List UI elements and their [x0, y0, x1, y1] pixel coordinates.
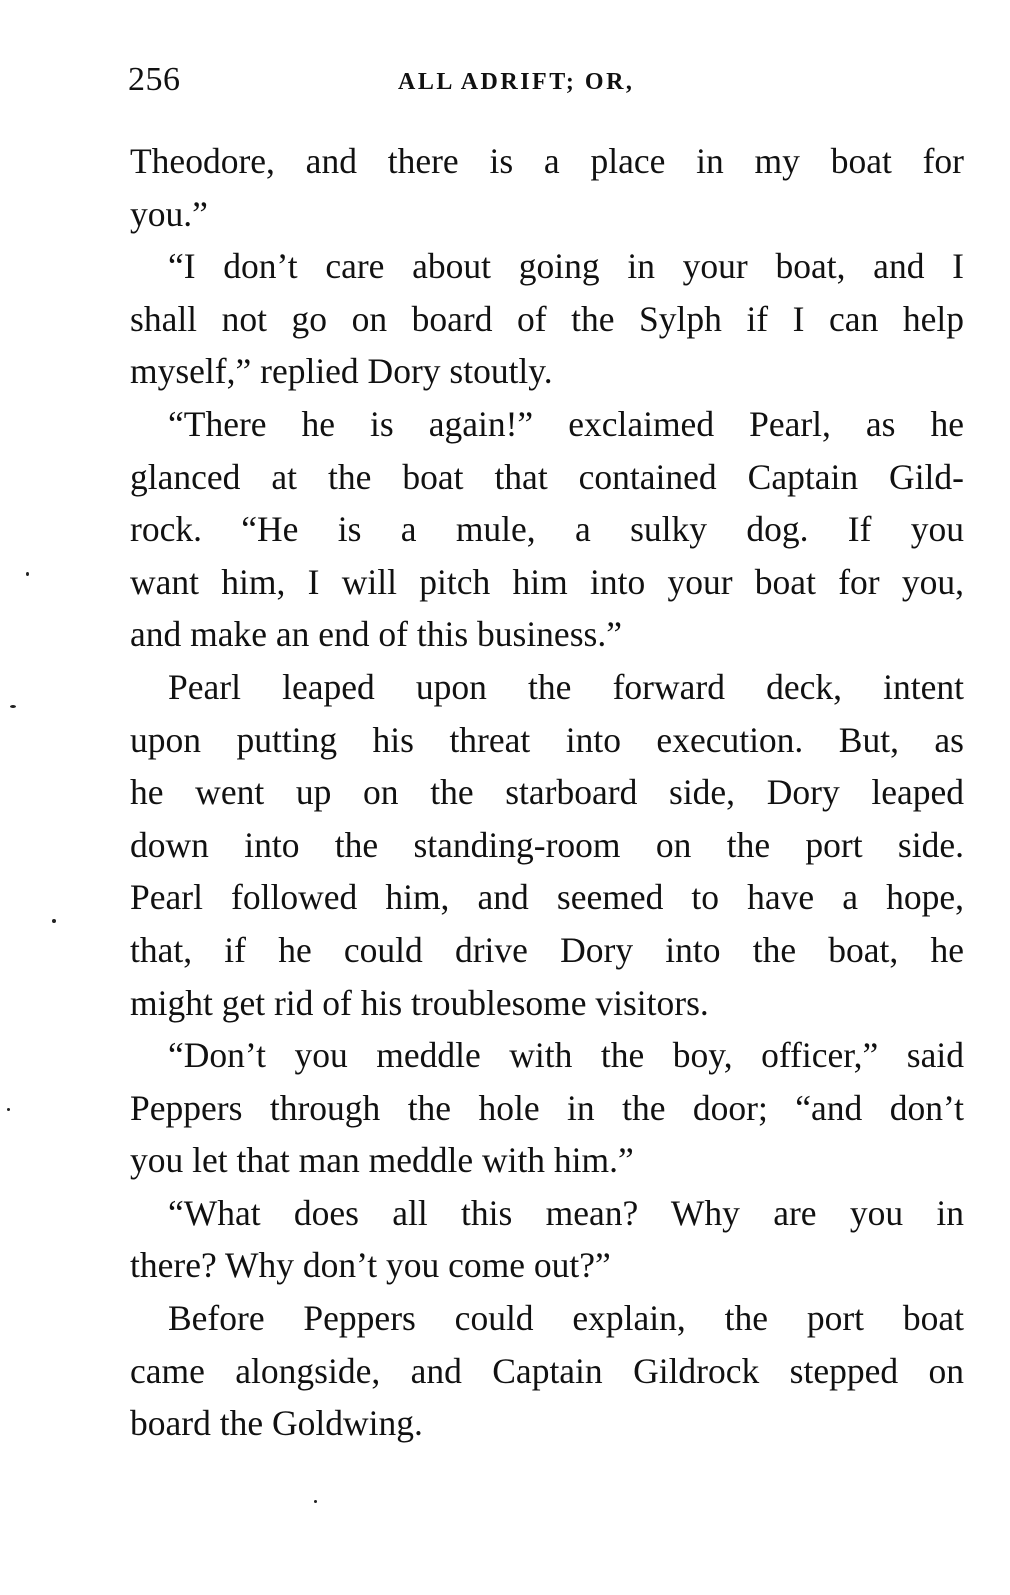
print-speck: [10, 705, 16, 708]
text-line: there? Why don’t you come out?”: [130, 1245, 611, 1286]
print-speck: [52, 919, 56, 923]
text-line: he went up on the starboard side, Dory leaped: [130, 772, 964, 813]
page-header: [128, 55, 964, 105]
running-head: ALL ADRIFT; OR,: [398, 69, 635, 95]
text-line: “I don’t care about going in your boat, and I: [168, 246, 964, 287]
text-line: that, if he could drive Dory into the boat, he: [130, 929, 964, 970]
text-line: and make an end of this business.”: [130, 614, 622, 655]
text-line: upon putting his threat into execution. But, as: [130, 719, 964, 760]
text-line: Theodore, and there is a place in my boat for: [130, 141, 964, 181]
text-line: you.”: [130, 193, 208, 234]
text-line: glanced at the boat that contained Captain Gild-: [130, 456, 964, 497]
text-line: might get rid of his troublesome visitors.: [130, 982, 709, 1023]
text-line: came alongside, and Captain Gildrock stepped on: [130, 1350, 964, 1391]
text-line: “What does all this mean? Why are you in: [168, 1192, 964, 1233]
text-line: want him, I will pitch him into your boat for you,: [130, 561, 964, 602]
text-line: rock. “He is a mule, a sulky dog. If you: [130, 509, 964, 550]
page-number: 256: [128, 61, 181, 98]
text-line: board the Goldwing.: [130, 1403, 423, 1444]
text-line: “There he is again!” exclaimed Pearl, as he: [168, 403, 964, 444]
text-line: shall not go on board of the Sylph if I can help: [130, 298, 964, 339]
print-speck: [314, 1500, 317, 1503]
text-line: down into the standing-room on the port side.: [130, 824, 964, 865]
body-text: [130, 135, 964, 1450]
print-speck: [26, 572, 29, 576]
text-line: Pearl leaped upon the forward deck, intent: [168, 666, 964, 707]
print-speck: [7, 1108, 10, 1111]
text-line: Before Peppers could explain, the port boat: [168, 1298, 964, 1339]
text-line: Peppers through the hole in the door; “and don’t: [130, 1087, 964, 1128]
text-line: you let that man meddle with him.”: [130, 1140, 634, 1181]
text-line: Pearl followed him, and seemed to have a hope,: [130, 877, 964, 918]
text-line: myself,” replied Dory stoutly.: [130, 351, 553, 392]
text-line: “Don’t you meddle with the boy, officer,” said: [168, 1035, 964, 1076]
